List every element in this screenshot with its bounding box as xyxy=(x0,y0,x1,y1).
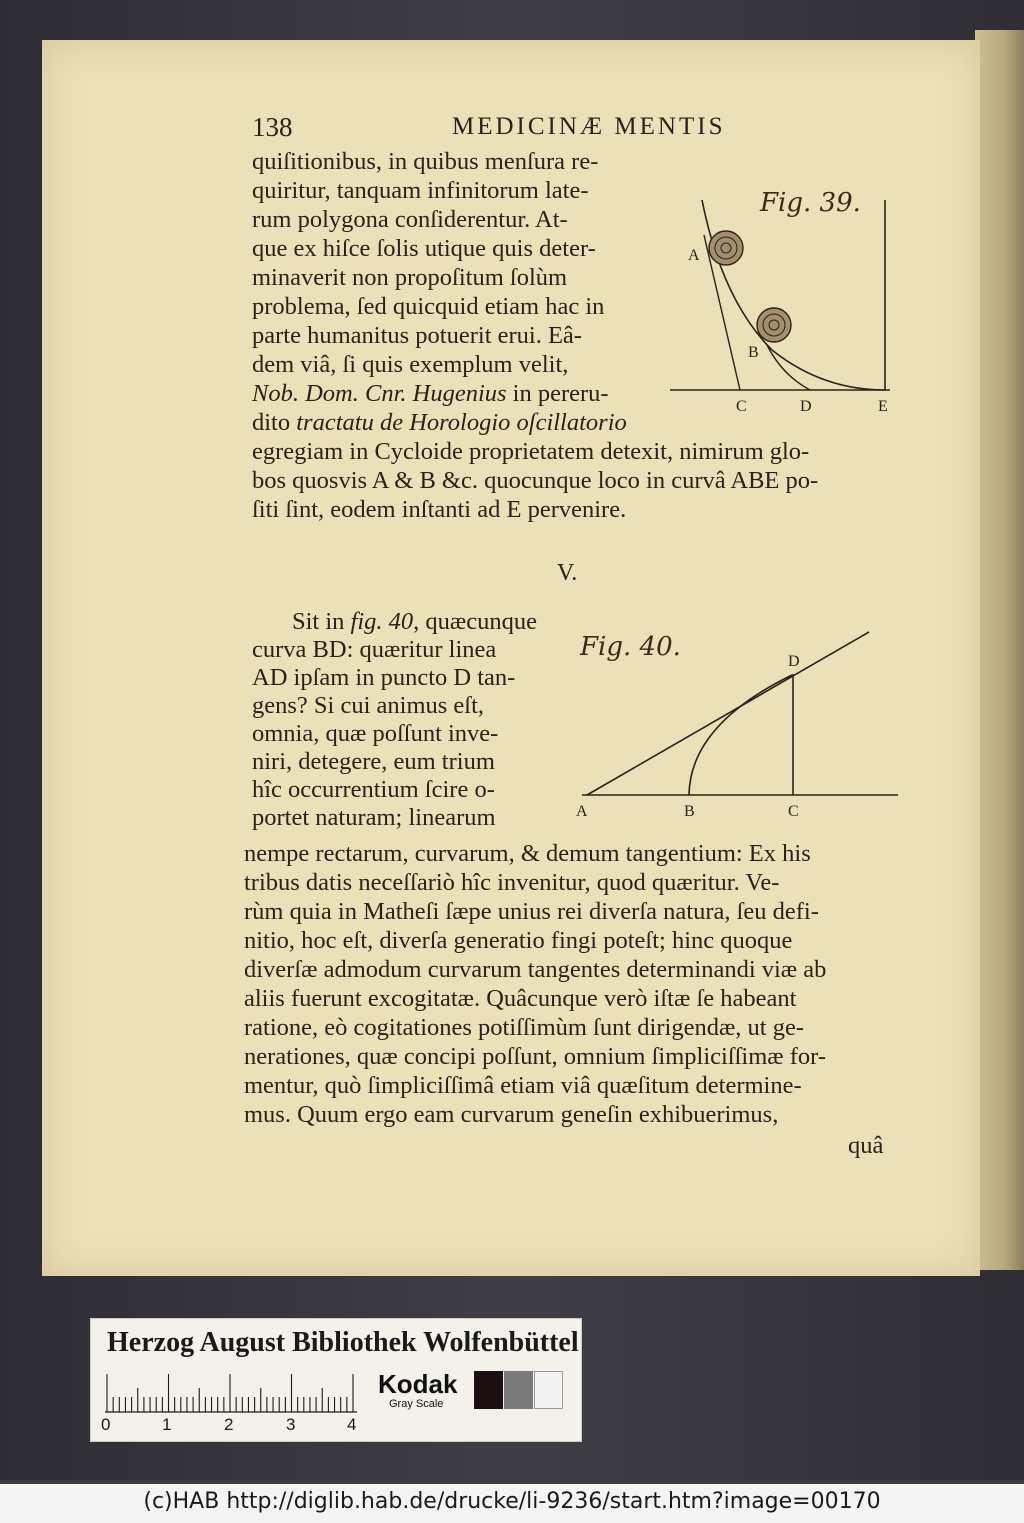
page-number: 138 xyxy=(252,112,293,142)
scale-number: 1 xyxy=(162,1415,172,1434)
text-line xyxy=(252,380,609,408)
scale-number: 3 xyxy=(286,1415,296,1434)
text-line: egregiam in Cycloide proprietatem detexit, nimirum glo- xyxy=(252,438,810,465)
scale-number: 4 xyxy=(347,1415,357,1434)
fig39-point-b: B xyxy=(748,344,759,361)
text-line: ſiti ſint, eodem inſtanti ad E pervenire. xyxy=(252,496,627,523)
fig39-point-e: E xyxy=(878,398,888,415)
fig39-ball-a xyxy=(709,231,743,265)
text-line: AD ipſam in puncto D tan- xyxy=(252,664,516,691)
gray-patch-mid xyxy=(504,1371,533,1409)
footer-credit: (c)HAB http://diglib.hab.de/drucke/li-9236/start.htm?image=00170 xyxy=(143,1489,881,1514)
text-segment: dito xyxy=(252,409,297,436)
kodak-logo: Kodak xyxy=(378,1369,458,1399)
text-line xyxy=(252,409,627,437)
text-line: portet naturam; linearum xyxy=(252,804,496,831)
text-line: dem viâ, ſi quis exemplum velit, xyxy=(252,351,569,378)
text-line: tribus datis neceſſariò hîc invenitur, quod quæritur. Ve- xyxy=(244,869,780,896)
gray-patch-light xyxy=(534,1371,563,1409)
ruler-ticks xyxy=(107,1374,353,1412)
text-line: quiſitionibus, in quibus menſura re- xyxy=(252,148,599,175)
scale-number: 0 xyxy=(101,1415,111,1434)
fig40-point-d: D xyxy=(788,653,800,670)
figure-39-label: Fig. 39. xyxy=(760,188,861,218)
text-line: nempe rectarum, curvarum, & demum tangentium: Ex his xyxy=(244,840,811,867)
fig40-point-a: A xyxy=(576,803,588,820)
fig39-point-a: A xyxy=(688,247,700,264)
text-line: mus. Quum ergo eam curvarum geneſin exhibuerimus, xyxy=(244,1101,779,1128)
color-target-card xyxy=(90,1318,582,1442)
text-segment: in pereru- xyxy=(506,380,609,407)
figure-40-label: Fig. 40. xyxy=(580,632,681,662)
text-line: bos quosvis A & B &c. quocunque loco in curvâ ABE po- xyxy=(252,467,819,494)
text-line: niri, detegere, eum trium xyxy=(252,748,495,775)
library-title: Herzog August Bibliothek Wolfenbüttel xyxy=(107,1327,579,1358)
scale-ruler xyxy=(105,1374,365,1414)
running-title: MEDICINÆ MENTIS xyxy=(452,113,726,140)
text-segment: , quæcunque xyxy=(413,608,538,635)
italic-name: Nob. Dom. Cnr. Hugenius xyxy=(252,380,507,407)
fig40-tangent-line xyxy=(587,632,869,795)
text-line: ratione, eò cogitationes potiſſimùm ſunt dirigendæ, ut ge- xyxy=(244,1014,804,1041)
facing-page-edge xyxy=(975,30,1024,1270)
gray-scale-label: Gray Scale xyxy=(389,1398,444,1410)
text-line: omnia, quæ poſſunt inve- xyxy=(252,720,499,747)
fig39-point-c: C xyxy=(736,398,747,415)
fig40-curve-bd xyxy=(689,675,792,795)
fig39-ball-b xyxy=(757,308,791,342)
text-line: problema, ſed quicquid etiam hac in xyxy=(252,293,605,320)
book-page xyxy=(42,40,980,1276)
text-line: curva BD: quæritur linea xyxy=(252,636,497,663)
fig39-cycloid-curve xyxy=(702,200,885,390)
text-line: minaverit non propoſitum ſolùm xyxy=(252,264,568,291)
italic-title: tractatu de Horologio oſcillatorio xyxy=(296,409,627,436)
gray-patch-dark xyxy=(474,1371,503,1409)
catchword: quâ xyxy=(848,1132,884,1159)
text-line: mentur, quò ſimpliciſſimâ etiam viâ quæſitum determine- xyxy=(244,1072,802,1099)
figure-reference: fig. 40 xyxy=(350,608,414,635)
fig40-point-c: C xyxy=(788,803,799,820)
text-line: aliis fuerunt excogitatæ. Quâcunque verò iſtæ ſe habeant xyxy=(244,985,797,1012)
text-line: rum polygona conſiderentur. At- xyxy=(252,206,568,233)
text-line: parte humanitus potuerit erui. Eâ- xyxy=(252,322,582,349)
text-line: nitio, hoc eſt, diverſa generatio fingi poteſt; hinc quoque xyxy=(244,927,793,954)
text-line: quiritur, tanquam infinitorum late- xyxy=(252,177,589,204)
fig39-point-d: D xyxy=(800,398,812,415)
text-line: gens? Si cui animus eſt, xyxy=(252,692,485,719)
scale-number: 2 xyxy=(224,1415,234,1434)
figure-39 xyxy=(682,190,922,420)
section-number: V. xyxy=(557,560,578,586)
footer-bar xyxy=(0,1484,1024,1523)
fig40-point-b: B xyxy=(684,803,695,820)
text-line xyxy=(292,608,537,636)
text-line: rùm quia in Matheſi ſæpe unius rei diverſa natura, ſeu defi- xyxy=(244,898,819,925)
text-line: nerationes, quæ concipi poſſunt, omnium ſimpliciſſimæ for- xyxy=(244,1043,826,1070)
text-line: diverſæ admodum curvarum tangentes determinandi viæ ab xyxy=(244,956,827,983)
text-segment: Sit in xyxy=(292,608,351,635)
text-line: que ex hiſce ſolis utique quis deter- xyxy=(252,235,596,262)
text-line: hîc occurrentium ſcire o- xyxy=(252,776,495,803)
figure-40 xyxy=(562,620,902,820)
